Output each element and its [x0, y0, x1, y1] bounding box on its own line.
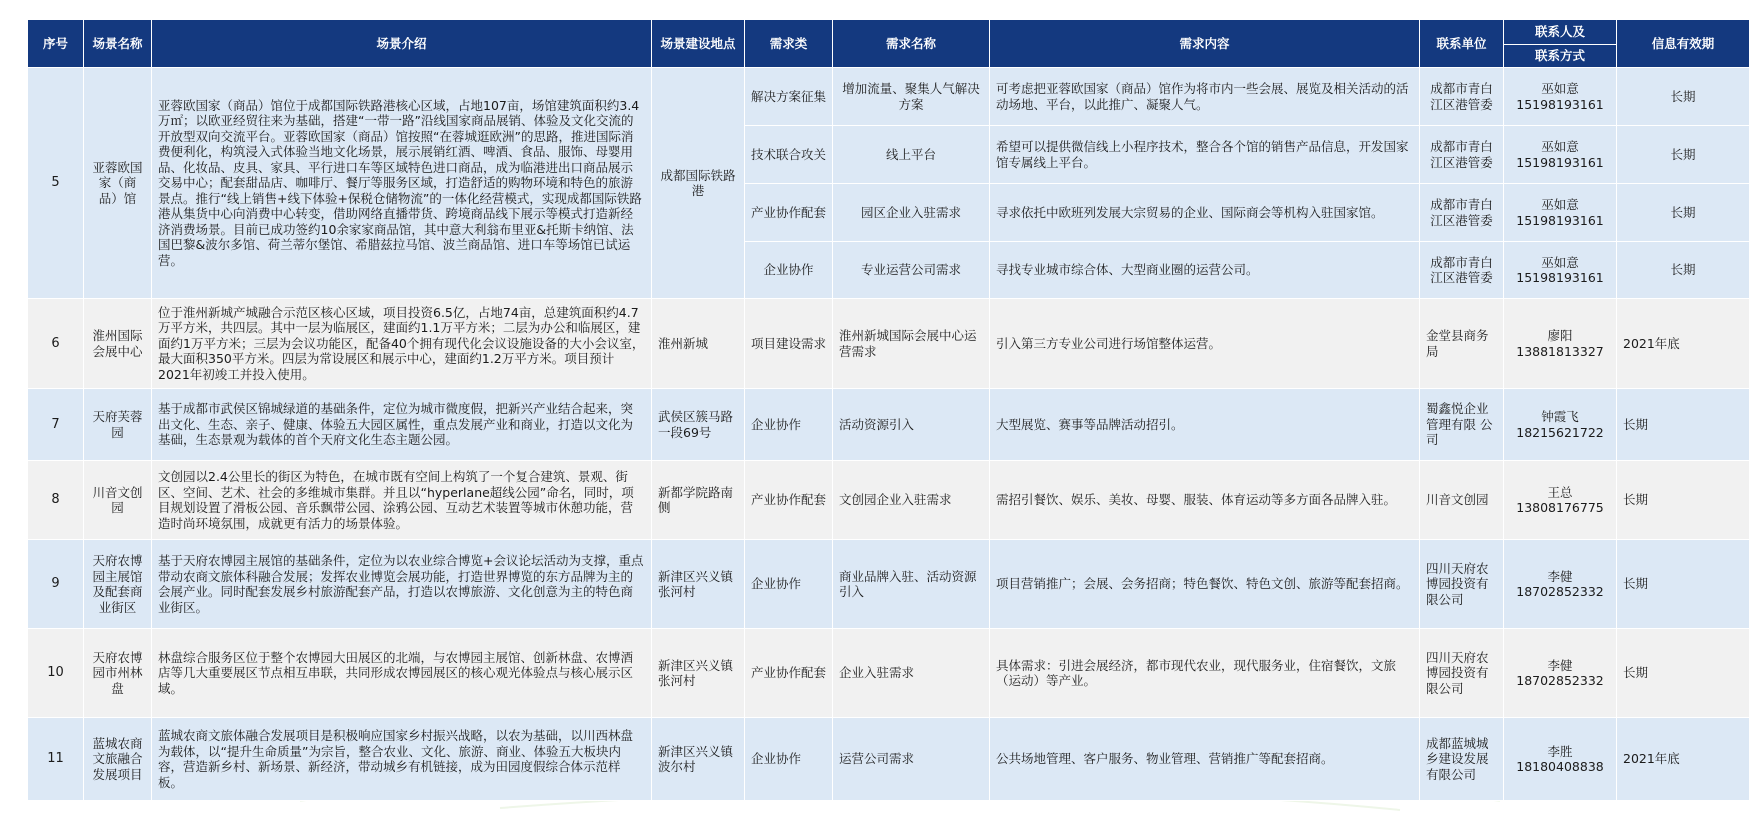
demand-type: 企业协作	[745, 389, 833, 461]
contact-info	[1504, 718, 1617, 801]
contact-info	[1504, 299, 1617, 389]
demand-name: 活动资源引入	[833, 389, 990, 461]
validity: 长期	[1617, 68, 1749, 126]
row-seq: 10	[28, 629, 84, 718]
scene-location: 新都学院路南侧	[652, 461, 745, 540]
contact-unit: 川音文创园	[1420, 461, 1504, 540]
contact-info	[1504, 540, 1617, 629]
table-row	[28, 299, 1749, 389]
contact-person: 巫如意	[1541, 254, 1579, 270]
validity: 长期	[1617, 629, 1749, 718]
scene-name: 淮州国际会展中心	[84, 299, 152, 389]
scene-location: 淮州新城	[652, 299, 745, 389]
validity: 长期	[1617, 389, 1749, 461]
scene-location: 武侯区簇马路一段69号	[652, 389, 745, 461]
table-row	[28, 461, 1749, 540]
demand-name: 文创园企业入驻需求	[833, 461, 990, 540]
contact-unit: 四川天府农博园投资有限公司	[1420, 629, 1504, 718]
demand-content: 寻找专业城市综合体、大型商业圈的运营公司。	[990, 242, 1420, 299]
contact-person: 李胜	[1547, 743, 1573, 759]
header-seq: 序号	[28, 20, 84, 68]
validity: 长期	[1617, 242, 1749, 299]
contact-phone: 13808176775	[1516, 500, 1604, 515]
demand-content: 寻求依托中欧班列发展大宗贸易的企业、国际商会等机构入驻国家馆。	[990, 184, 1420, 242]
header-unit: 联系单位	[1420, 20, 1504, 68]
row-seq: 6	[28, 299, 84, 389]
validity: 长期	[1617, 126, 1749, 184]
validity: 2021年底	[1617, 299, 1749, 389]
header-contact-person: 联系人及	[1504, 20, 1617, 45]
contact-info	[1504, 68, 1617, 126]
validity: 2021年底	[1617, 718, 1749, 801]
scene-intro: 文创园以2.4公里长的街区为特色，在城市既有空间上构筑了一个复合建筑、景观、街区、空间、艺术、社会的多维城市集群。并且以“hyperlane超线公园”命名，同时，项目规划设置了滑板公园、音乐飘带公园、涂鸦公园、互动艺术装置等城市休憩功能，营造时尚环境氛围，成就更有活力的场景体验。	[152, 461, 652, 540]
demand-type: 产业协作配套	[745, 184, 833, 242]
demand-name: 园区企业入驻需求	[833, 184, 990, 242]
scene-intro: 基于成都市武侯区锦城绿道的基础条件，定位为城市微度假，把新兴产业结合起来，突出文化、生态、亲子、健康、体验五大园区属性，重点发展产业和商业，打造以文化为基础，生态景观为载体的首个天府文化生态主题公园。	[152, 389, 652, 461]
demand-name: 商业品牌入驻、活动资源引入	[833, 540, 990, 629]
demand-type: 技术联合攻关	[745, 126, 833, 184]
validity: 长期	[1617, 540, 1749, 629]
row-seq: 11	[28, 718, 84, 801]
row-seq: 7	[28, 389, 84, 461]
row-seq: 8	[28, 461, 84, 540]
demand-type: 企业协作	[745, 540, 833, 629]
validity: 长期	[1617, 461, 1749, 540]
demand-type: 项目建设需求	[745, 299, 833, 389]
contact-person: 钟霞飞	[1541, 409, 1579, 424]
contact-phone: 15198193161	[1516, 270, 1604, 285]
scene-name: 亚蓉欧国家（商品）馆	[84, 68, 152, 299]
contact-unit: 成都市青白江区港管委	[1420, 184, 1504, 242]
contact-person: 巫如意	[1541, 139, 1579, 154]
contact-info	[1504, 389, 1617, 461]
demand-content: 大型展览、赛事等品牌活动招引。	[990, 389, 1420, 461]
contact-person: 李健	[1547, 657, 1573, 673]
scene-intro: 亚蓉欧国家（商品）馆位于成都国际铁路港核心区域，占地107亩，场馆建筑面积约3.4万㎡；以欧亚经贸往来为基础，搭建“一带一路”沿线国家商品展销、体验及文化交流的开放型双向交流平台。亚蓉欧国家（商品）馆按照“在蓉城逛欧洲”的思路，推进国际消费便利化，构筑浸入式体验当地文化场景，展示展销红酒、啤酒、食品、服饰、母婴用品、化妆品、皮具、家具、平行进口车等区域特色进口商品，成为临港进出口商品展示交易中心；配套甜品店、咖啡厅、餐厅等服务区域，打造舒适的购物环境和特色的旅游景点。推行“线上销售+线下体验+保税仓储物流”的一体化经营模式，实现成都国际铁路港从集货中心向消费中心转变，借助网络直播带货、跨境商品线下展示等模式打造新经济消费场景。目前已成功签约10余家家商品馆，其中意大利翁布里亚&托斯卡纳馆、法国巴黎&波尔多馆、荷兰蒂尔堡馆、希腊兹拉马馆、波兰商品馆、进口车等场馆已试运营。	[152, 68, 652, 299]
table-row	[28, 389, 1749, 461]
demand-type: 产业协作配套	[745, 461, 833, 540]
row-seq: 9	[28, 540, 84, 629]
header-scene-name: 场景名称	[84, 20, 152, 68]
contact-unit: 成都市青白江区港管委	[1420, 68, 1504, 126]
demand-content: 引入第三方专业公司进行场馆整体运营。	[990, 299, 1420, 389]
demand-name: 企业入驻需求	[833, 629, 990, 718]
scene-intro: 蓝城农商文旅体融合发展项目是积极响应国家乡村振兴战略，以农为基础，以川西林盘为载体，以“提升生命质量”为宗旨，整合农业、文化、旅游、商业、体验五大板块内容，营造新乡村、新场景、新经济，带动城乡有机链接，成为田园度假综合体示范样板。	[152, 718, 652, 801]
scene-name: 天府农博园主展馆及配套商业街区	[84, 540, 152, 629]
demand-type: 企业协作	[745, 242, 833, 299]
table-row	[28, 540, 1749, 629]
header-demand-type: 需求类	[745, 20, 833, 68]
demand-content: 希望可以提供微信线上小程序技术，整合各个馆的销售产品信息，开发国家馆专属线上平台。	[990, 126, 1420, 184]
table-row	[28, 718, 1749, 801]
demand-name: 增加流量、聚集人气解决方案	[833, 68, 990, 126]
scene-name: 川音文创园	[84, 461, 152, 540]
scene-name: 蓝城农商文旅融合发展项目	[84, 718, 152, 801]
row-seq: 5	[28, 68, 84, 299]
contact-phone: 18702852332	[1516, 584, 1604, 599]
contact-unit: 金堂县商务局	[1420, 299, 1504, 389]
contact-info	[1504, 126, 1617, 184]
header-location: 场景建设地点	[652, 20, 745, 68]
scene-location: 新津区兴义镇波尔村	[652, 718, 745, 801]
demand-type: 企业协作	[745, 718, 833, 801]
demand-content: 公共场地管理、客户服务、物业管理、营销推广等配套招商。	[990, 718, 1420, 801]
scene-intro: 林盘综合服务区位于整个农博园大田展区的北端，与农博园主展馆、创新林盘、农博酒店等几大重要展区节点相互串联，共同形成农博园展区的核心观光体验点与核心展示区域。	[152, 629, 652, 718]
contact-person: 巫如意	[1541, 81, 1579, 96]
contact-phone: 18215621722	[1516, 424, 1604, 440]
table-row	[28, 68, 1749, 126]
scene-location: 成都国际铁路港	[652, 68, 745, 299]
contact-unit: 成都蓝城城乡建设发展有限公司	[1420, 718, 1504, 801]
contact-info	[1504, 242, 1617, 299]
demand-name: 运营公司需求	[833, 718, 990, 801]
contact-phone: 18180408838	[1516, 759, 1604, 774]
demand-type: 解决方案征集	[745, 68, 833, 126]
contact-phone: 13881813327	[1516, 343, 1604, 359]
demand-content: 项目营销推广；会展、会务招商；特色餐饮、特色文创、旅游等配套招商。	[990, 540, 1420, 629]
scene-name: 天府农博园市州林盘	[84, 629, 152, 718]
contact-info	[1504, 629, 1617, 718]
header-demand-name: 需求名称	[833, 20, 990, 68]
header-contact-method: 联系方式	[1504, 45, 1617, 68]
contact-person: 廖阳	[1547, 328, 1573, 343]
demand-name: 专业运营公司需求	[833, 242, 990, 299]
demand-content: 可考虑把亚蓉欧国家（商品）馆作为将市内一些会展、展览及相关活动的活动场地、平台，以此推广、凝聚人气。	[990, 68, 1420, 126]
scene-location: 新津区兴义镇张河村	[652, 540, 745, 629]
demand-content: 具体需求：引进会展经济，都市现代农业，现代服务业，住宿餐饮，文旅（运动）等产业。	[990, 629, 1420, 718]
header-validity: 信息有效期	[1617, 20, 1749, 68]
contact-phone: 15198193161	[1516, 212, 1604, 228]
contact-person: 巫如意	[1541, 197, 1579, 212]
validity: 长期	[1617, 184, 1749, 242]
demand-name: 淮州新城国际会展中心运营需求	[833, 299, 990, 389]
scene-name: 天府芙蓉园	[84, 389, 152, 461]
contact-person: 李健	[1547, 568, 1573, 584]
scene-demand-table	[27, 19, 1749, 801]
header-demand-content: 需求内容	[990, 20, 1420, 68]
demand-content: 需招引餐饮、娱乐、美妆、母婴、服装、体育运动等多方面各品牌入驻。	[990, 461, 1420, 540]
scene-intro: 基于天府农博园主展馆的基础条件，定位为以农业综合博览+会议论坛活动为支撑，重点带动农商文旅体科融合发展；发挥农业博览会展功能，打造世界博览的东方品牌为主的会展产业。同时配套发展乡村旅游配套产品，打造以农博旅游、文化创意为主的特色商业街区。	[152, 540, 652, 629]
contact-person: 王总	[1547, 484, 1573, 500]
contact-phone: 15198193161	[1516, 96, 1604, 112]
contact-unit: 蜀鑫悦企业管理有限 公司	[1420, 389, 1504, 461]
contact-phone: 18702852332	[1516, 673, 1604, 688]
scene-location: 新津区兴义镇张河村	[652, 629, 745, 718]
header-scene-intro: 场景介绍	[152, 20, 652, 68]
scene-intro: 位于淮州新城产城融合示范区核心区域，项目投资6.5亿，占地74亩，总建筑面积约4.7万平方米，共四层。其中一层为临展区，建面约1.1万平方米；二层为办公和临展区，建面约1万平方米；三层为会议功能区，配备40个拥有现代化会议设施设备的大小会议室，最大面积350平方米。四层为常设展区和展示中心，建面约1.2万平方米。项目预计2021年初竣工并投入使用。	[152, 299, 652, 389]
contact-info	[1504, 184, 1617, 242]
contact-unit: 成都市青白江区港管委	[1420, 126, 1504, 184]
contact-info	[1504, 461, 1617, 540]
contact-unit: 成都市青白江区港管委	[1420, 242, 1504, 299]
demand-type: 产业协作配套	[745, 629, 833, 718]
contact-unit: 四川天府农博园投资有限公司	[1420, 540, 1504, 629]
table-row	[28, 629, 1749, 718]
contact-phone: 15198193161	[1516, 154, 1604, 170]
demand-name: 线上平台	[833, 126, 990, 184]
